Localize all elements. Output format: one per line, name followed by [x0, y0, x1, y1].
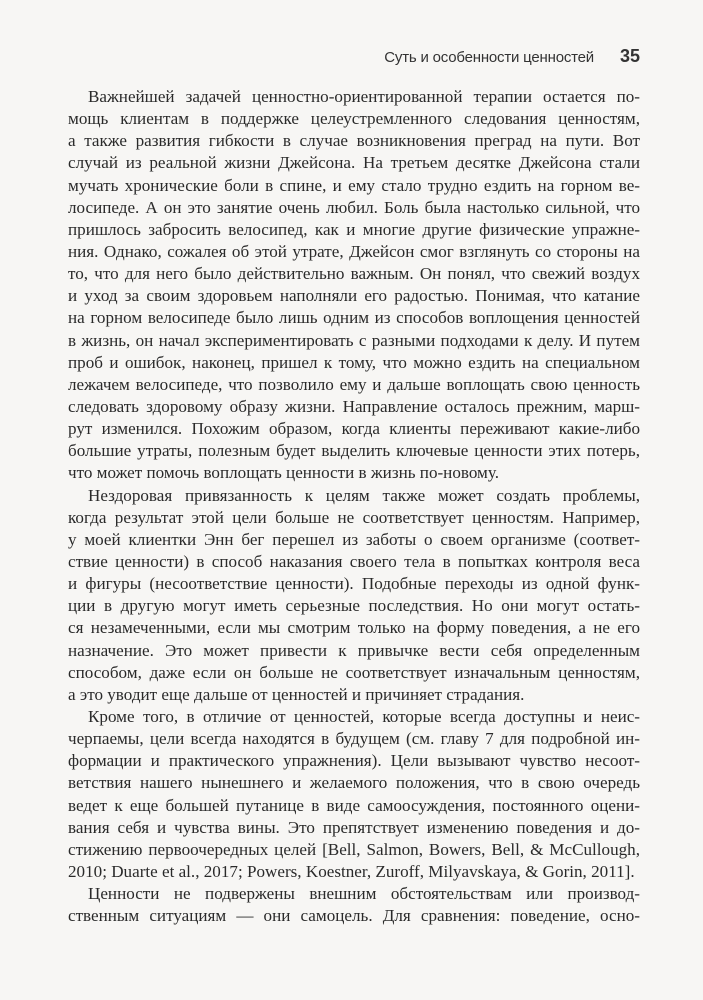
text-line: а это уводит еще дальше от ценностей и причиняет страдания.: [68, 684, 525, 704]
text-line: следовать здоровому образу жизни. Направление осталось прежним, марш-: [68, 396, 640, 416]
paragraph-4: [68, 883, 640, 927]
text-line: пришлось забросить велосипед, как и многие другие физические упражне-: [68, 219, 640, 239]
text-line: когда результат этой цели больше не соответствует ценностям. Например,: [68, 507, 640, 527]
text-line: лежачем велосипеде, что позволило ему и дальше воплощать свою ценность: [68, 374, 640, 394]
text-line: мощь клиентам в поддержке целеустремленного следования ценностям,: [68, 109, 640, 129]
text-line: Нездоровая привязанность к целям также может создать проблемы,: [88, 485, 640, 505]
text-line: ственным ситуациям — они самоцель. Для сравнения: поведение, осно-: [68, 906, 640, 926]
text-line: случай из реальной жизни Джейсона. На третьем десятке Джейсона стали: [68, 153, 640, 173]
text-line: формации и практического упражнения). Цели вызывают чувство несоот-: [68, 751, 640, 771]
text-line: способом, даже если он больше не соответствует изначальным ценностям,: [68, 662, 640, 682]
running-header: [70, 46, 640, 67]
paragraph-2: [68, 485, 640, 706]
text-line: что может помочь воплощать ценности в жизнь по-новому.: [68, 463, 499, 483]
body-text: [68, 86, 640, 927]
page-number: 35: [619, 46, 640, 66]
text-line: ся незамеченными, если мы смотрим только на форму поведения, а не его: [68, 618, 640, 638]
text-line: проб и ошибок, наконец, пришел к тому, что можно ездить на специальном: [68, 352, 640, 372]
text-line: вания себя и чувства вины. Это препятствует изменению поведения и до-: [68, 817, 640, 837]
text-line: ции в другую могут иметь серьезные последствия. Но они могут остать-: [68, 596, 640, 616]
text-line: ветствия нашего нынешнего и желаемого положения, что в свою очередь: [68, 773, 640, 793]
text-line: Ценности не подвержены внешним обстоятельствам или производ-: [88, 884, 640, 904]
text-line: большие утраты, полезным будет выделить ключевые ценности этих потерь,: [68, 441, 640, 461]
paragraph-3: [68, 706, 640, 883]
paragraph-1: [68, 86, 640, 485]
text-line: ведет к еще большей путанице в виде самоосуждения, постоянного оцени-: [68, 795, 640, 815]
text-line: Кроме того, в отличие от ценностей, которые всегда доступны и неис-: [88, 706, 640, 726]
text-line: ствие ценности) в способ наказания своего тела в попытках контроля веса: [68, 551, 640, 571]
text-line: лосипеде. А он это занятие очень любил. Боль была настолько сильной, что: [68, 197, 640, 217]
text-line: ния. Однако, сожалея об этой утрате, Джейсон смог взглянуть со стороны на: [68, 241, 640, 261]
text-line: на горном велосипеде было лишь одним из способов воплощения ценностей: [68, 308, 640, 328]
text-line: рут изменился. Похожим образом, когда клиенты переживают какие-либо: [68, 419, 640, 439]
text-line: мучать хронические боли в спине, и ему стало трудно ездить на горном ве-: [68, 175, 640, 195]
text-line: Важнейшей задачей ценностно-ориентированной терапии остается по-: [88, 87, 640, 106]
text-line: и фигуры (несоответствие ценности). Подобные переходы из одной функ-: [68, 574, 640, 594]
text-line: у моей клиентки Энн бег перешел из заботы о своем организме (соответ-: [68, 529, 640, 549]
running-title: Суть и особенности ценностей: [384, 49, 594, 66]
text-line: черпаемы, цели всегда находятся в будущем (см. главу 7 для подробной ин-: [68, 729, 640, 749]
text-line: и уход за своим здоровьем наполняли его радостью. Понимая, что катание: [68, 286, 640, 306]
text-line: то, что для него было действительно важным. Он понял, что свежий воздух: [68, 264, 640, 284]
text-line: 2010; Duarte et al., 2017; Powers, Koestner, Zuroff, Milyavskaya, & Gorin, 2011].: [68, 861, 635, 881]
text-line: в жизнь, он начал экспериментировать с разными подходами к делу. И путем: [68, 330, 640, 350]
text-line: назначение. Это может привести к привычке вести себя определенным: [68, 640, 640, 660]
text-line: а также развития гибкости в случае возникновения преград на пути. Вот: [68, 131, 640, 151]
text-line: стижению первоочередных целей [Bell, Salmon, Bowers, Bell, & McCullough,: [68, 839, 640, 859]
